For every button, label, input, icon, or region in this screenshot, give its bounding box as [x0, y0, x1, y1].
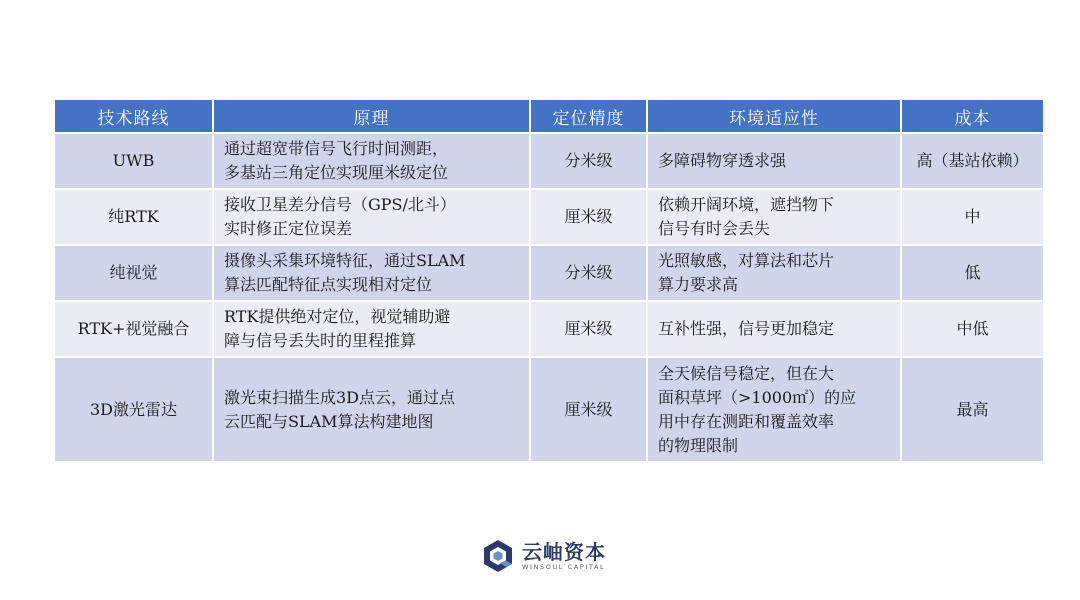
table-row [55, 301, 1043, 357]
cell-line: 摄像头采集环境特征，通过SLAM [224, 251, 466, 270]
cell-line: 光照敏感，对算法和芯片 [658, 251, 835, 270]
header-adaptability: 环境适应性 [647, 100, 901, 133]
cell-adaptability [647, 357, 901, 461]
cell-accuracy: 分米级 [530, 133, 647, 189]
logo-name-en: WINSOUL CAPITAL [522, 562, 606, 571]
cell-line: RTK提供绝对定位，视觉辅助避 [224, 307, 451, 326]
table-header-row [55, 100, 1043, 133]
cell-line: 互补性强，信号更加稳定 [658, 319, 835, 338]
header-cost: 成本 [901, 100, 1043, 133]
cell-adaptability [647, 133, 901, 189]
cell-accuracy: 厘米级 [530, 301, 647, 357]
cell-accuracy: 厘米级 [530, 189, 647, 245]
cell-line: 算力要求高 [658, 275, 739, 294]
cell-route: 3D激光雷达 [55, 357, 213, 461]
cell-route: 纯视觉 [55, 245, 213, 301]
cell-line: 依赖开阔环境，遮挡物下 [658, 195, 835, 214]
cell-line: 障与信号丢失时的里程推算 [224, 331, 417, 350]
cell-adaptability [647, 245, 901, 301]
winsoul-logo-icon [480, 538, 516, 574]
cell-line: 信号有时会丢失 [658, 219, 771, 238]
table-row [55, 357, 1043, 461]
cell-principle [213, 357, 530, 461]
cell-line: 多障碍物穿透求强 [658, 151, 787, 170]
cell-line: 多基站三角定位实现厘米级定位 [224, 163, 449, 182]
cell-line: 面积草坪（>1000㎡）的应 [658, 387, 857, 407]
table-row [55, 189, 1043, 245]
cell-principle [213, 301, 530, 357]
comparison-table-container [55, 100, 1043, 461]
cell-line: 的物理限制 [658, 435, 739, 455]
cell-line: 接收卫星差分信号（GPS/北斗） [224, 195, 456, 214]
cell-principle [213, 189, 530, 245]
cell-cost: 中 [901, 189, 1043, 245]
cell-line: 通过超宽带信号飞行时间测距， [224, 139, 449, 158]
cell-accuracy: 厘米级 [530, 357, 647, 461]
cell-cost: 低 [901, 245, 1043, 301]
cell-adaptability [647, 301, 901, 357]
cell-adaptability [647, 189, 901, 245]
logo-text [522, 541, 606, 572]
cell-line: 用中存在测距和覆盖效率 [658, 411, 835, 431]
table-row [55, 245, 1043, 301]
company-logo [480, 538, 606, 574]
cell-route: 纯RTK [55, 189, 213, 245]
cell-cost: 最高 [901, 357, 1043, 461]
table-row [55, 133, 1043, 189]
header-route: 技术路线 [55, 100, 213, 133]
cell-route: RTK+视觉融合 [55, 301, 213, 357]
cell-line: 算法匹配特征点实现相对定位 [224, 275, 433, 294]
cell-cost: 高（基站依赖） [901, 133, 1043, 189]
cell-accuracy: 分米级 [530, 245, 647, 301]
logo-name-cn: 云岫资本 [522, 539, 606, 564]
cell-cost: 中低 [901, 301, 1043, 357]
cell-line: 云匹配与SLAM算法构建地图 [224, 411, 434, 431]
header-accuracy: 定位精度 [530, 100, 647, 133]
cell-line: 实时修正定位误差 [224, 219, 353, 238]
cell-route: UWB [55, 133, 213, 189]
header-principle: 原理 [213, 100, 530, 133]
cell-principle [213, 245, 530, 301]
cell-line: 激光束扫描生成3D点云，通过点 [224, 387, 456, 407]
comparison-table [55, 100, 1043, 461]
cell-principle [213, 133, 530, 189]
cell-line: 全天候信号稳定，但在大 [658, 363, 835, 383]
